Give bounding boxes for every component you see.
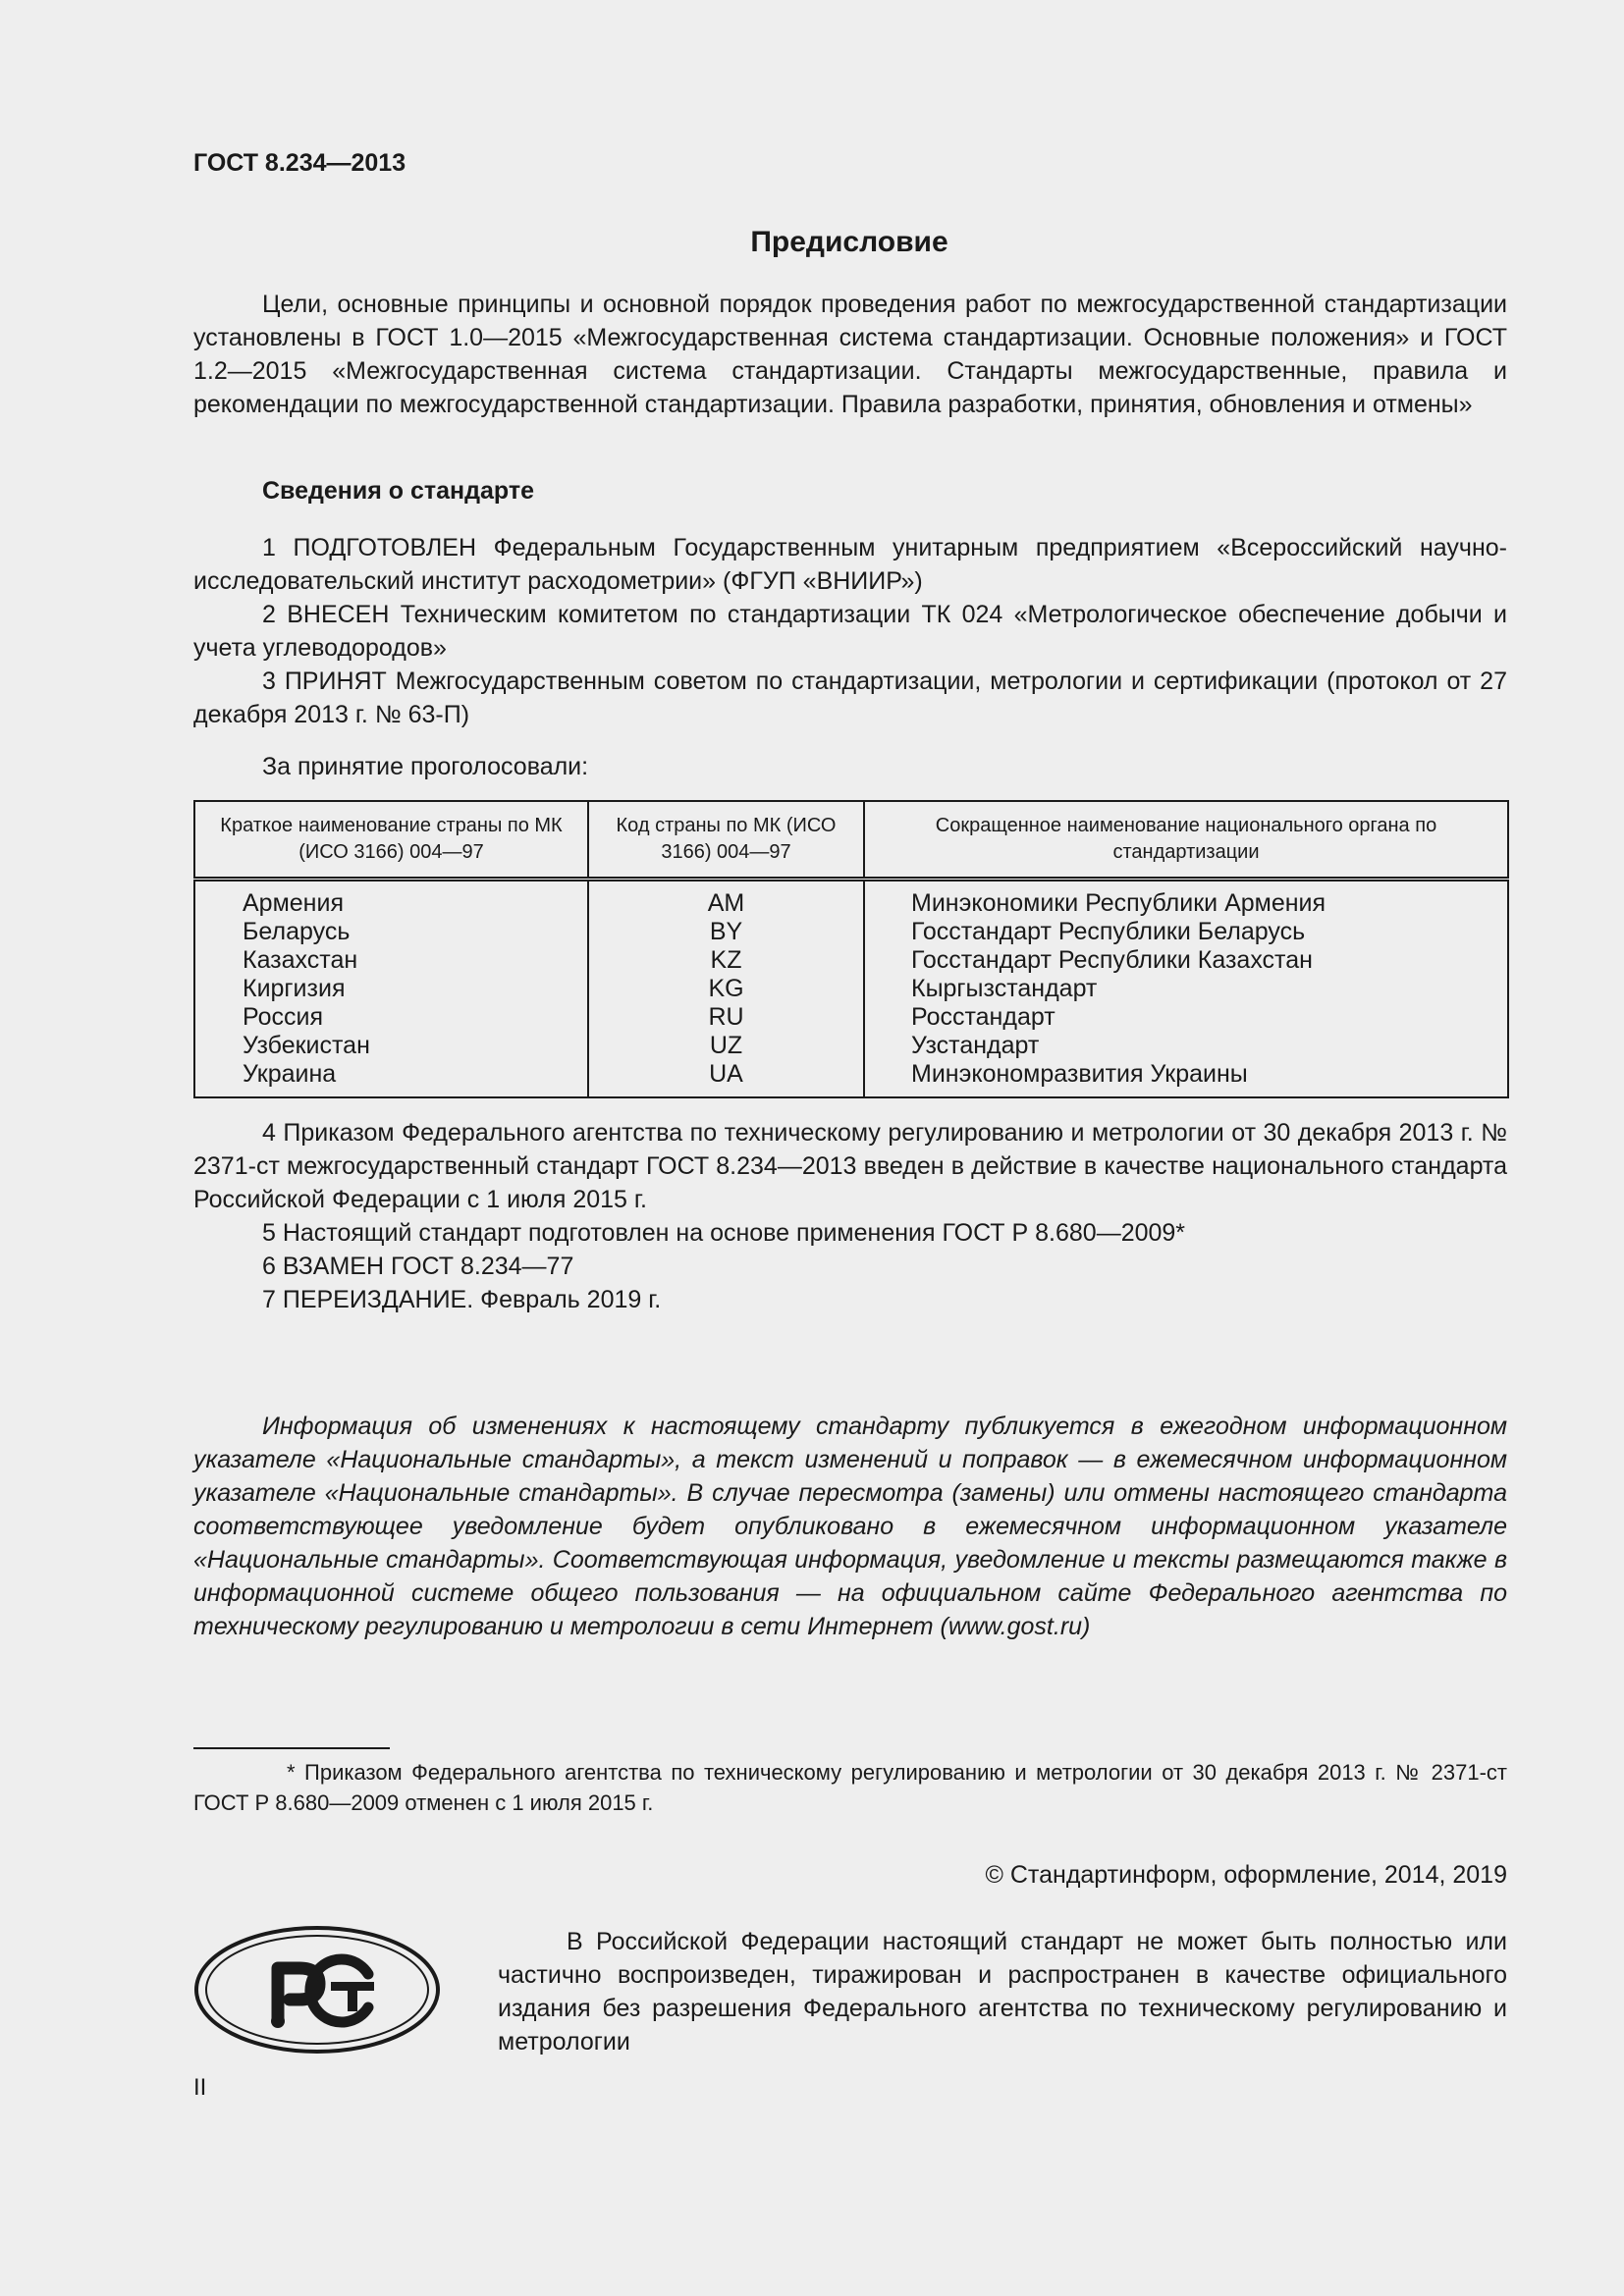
cell-body: Госстандарт Республики Беларусь (864, 918, 1508, 946)
column-header-code: Код страны по МК (ИСО 3166) 004—97 (588, 801, 864, 880)
column-header-body: Сокращенное наименование национального органа по стандартизации (864, 801, 1508, 880)
preface-title: Предисловие (750, 226, 948, 258)
cell-code: KZ (588, 946, 864, 975)
cell-body: Минэкономразвития Украины (864, 1060, 1508, 1097)
cell-country: Киргизия (194, 975, 588, 1003)
cell-body: Госстандарт Республики Казахстан (864, 946, 1508, 975)
document-code: ГОСТ 8.234—2013 (193, 149, 406, 177)
info-item-1: 1 ПОДГОТОВЛЕН Федеральным Государственным унитарным предприятием «Всероссийский научно-исследовательский институт расходометрии» (ФГУП «ВНИИР») (193, 534, 1507, 595)
changes-info (193, 1410, 1507, 1643)
table-row (194, 975, 1508, 1003)
cell-country: Россия (194, 1003, 588, 1032)
footnote-divider (193, 1747, 390, 1749)
info-item-4: 4 Приказом Федерального агентства по техническому регулированию и метрологии от 30 декабря 2013 г. № 2371-ст межгосударственный стандарт ГОСТ 8.234—2013 введен в действие в качестве национального стандарта Российской Федерации с 1 июля 2015 г. (193, 1119, 1507, 1213)
cell-code: BY (588, 918, 864, 946)
info-heading: Сведения о стандарте (262, 477, 535, 505)
cell-code: UZ (588, 1032, 864, 1060)
cell-body: Росстандарт (864, 1003, 1508, 1032)
cell-body: Кыргызстандарт (864, 975, 1508, 1003)
cell-country: Узбекистан (194, 1032, 588, 1060)
preface-intro (193, 288, 1507, 421)
footnote-text: * Приказом Федерального агентства по техническому регулированию и метрологии от 30 декабря 2013 г. № 2371-ст ГОСТ Р 8.680—2009 отменен с 1 июля 2015 г. (193, 1760, 1507, 1815)
cell-country: Казахстан (194, 946, 588, 975)
info-item-7: 7 ПЕРЕИЗДАНИЕ. Февраль 2019 г. (262, 1286, 662, 1313)
cell-body: Узстандарт (864, 1032, 1508, 1060)
table-row (194, 918, 1508, 946)
rst-logo-icon (193, 1925, 441, 2055)
rst-logo (193, 1925, 441, 2059)
info-item-3: 3 ПРИНЯТ Межгосударственным советом по стандартизации, метрологии и сертификации (протокол от 27 декабря 2013 г. № 63-П) (193, 667, 1507, 728)
cell-country: Беларусь (194, 918, 588, 946)
cell-code: AM (588, 880, 864, 919)
cell-country: Армения (194, 880, 588, 919)
table-row (194, 880, 1508, 919)
voted-label: За принятие проголосовали: (262, 753, 589, 780)
info-item-2: 2 ВНЕСЕН Техническим комитетом по стандартизации ТК 024 «Метрологическое обеспечение добычи и учета углеводородов» (193, 601, 1507, 662)
table-header-row (194, 801, 1508, 880)
preface-intro-text: Цели, основные принципы и основной порядок проведения работ по межгосударственной стандартизации установлены в ГОСТ 1.0—2015 «Межгосударственная система стандартизации. Основные положения» и ГОСТ 1.2—2015 «Межгосударственная система стандартизации. Стандарты межгосударственные, правила и рекомендации по межгосударственной стандартизации. Правила разработки, принятия, обновления и отмены» (193, 291, 1507, 418)
table-row (194, 946, 1508, 975)
info-items-continued (193, 1116, 1507, 1316)
table-row (194, 1003, 1508, 1032)
cell-code: UA (588, 1060, 864, 1097)
column-header-country: Краткое наименование страны по МК (ИСО 3166) 004—97 (194, 801, 588, 880)
table-row (194, 1060, 1508, 1097)
info-item-5: 5 Настоящий стандарт подготовлен на основе применения ГОСТ Р 8.680—2009* (262, 1219, 1186, 1247)
rights-notice-text: В Российской Федерации настоящий стандарт не может быть полностью или частично воспроизведен, тиражирован и распространен в качестве официального издания без разрешения Федерального агентства по техническому регулированию и метрологии (498, 1928, 1507, 2056)
cell-code: RU (588, 1003, 864, 1032)
changes-info-text: Информация об изменениях к настоящему стандарту публикуется в ежегодном информационном указателе «Национальные стандарты», а текст изменений и поправок — в ежемесячном информационном указателе «Национальные стандарты». В случае пересмотра (замены) или отмены настоящего стандарта соответствующее уведомление будет опубликовано в ежемесячном информационном указателе «Национальные стандарты». Соответствующая информация, уведомление и тексты размещаются также в информационной системе общего пользования — на официальном сайте Федерального агентства по техническому регулированию и метрологии в сети Интернет (www.gost.ru) (193, 1413, 1507, 1640)
cell-country: Украина (194, 1060, 588, 1097)
table-row (194, 1032, 1508, 1060)
page-number: II (193, 2074, 207, 2101)
info-items (193, 531, 1507, 731)
rights-notice (498, 1925, 1507, 2058)
footnote (193, 1757, 1507, 1818)
cell-code: KG (588, 975, 864, 1003)
voting-table (193, 800, 1509, 1098)
info-item-6: 6 ВЗАМЕН ГОСТ 8.234—77 (262, 1253, 574, 1280)
copyright: © Стандартинформ, оформление, 2014, 2019 (985, 1861, 1507, 1889)
cell-body: Минэкономики Республики Армения (864, 880, 1508, 919)
